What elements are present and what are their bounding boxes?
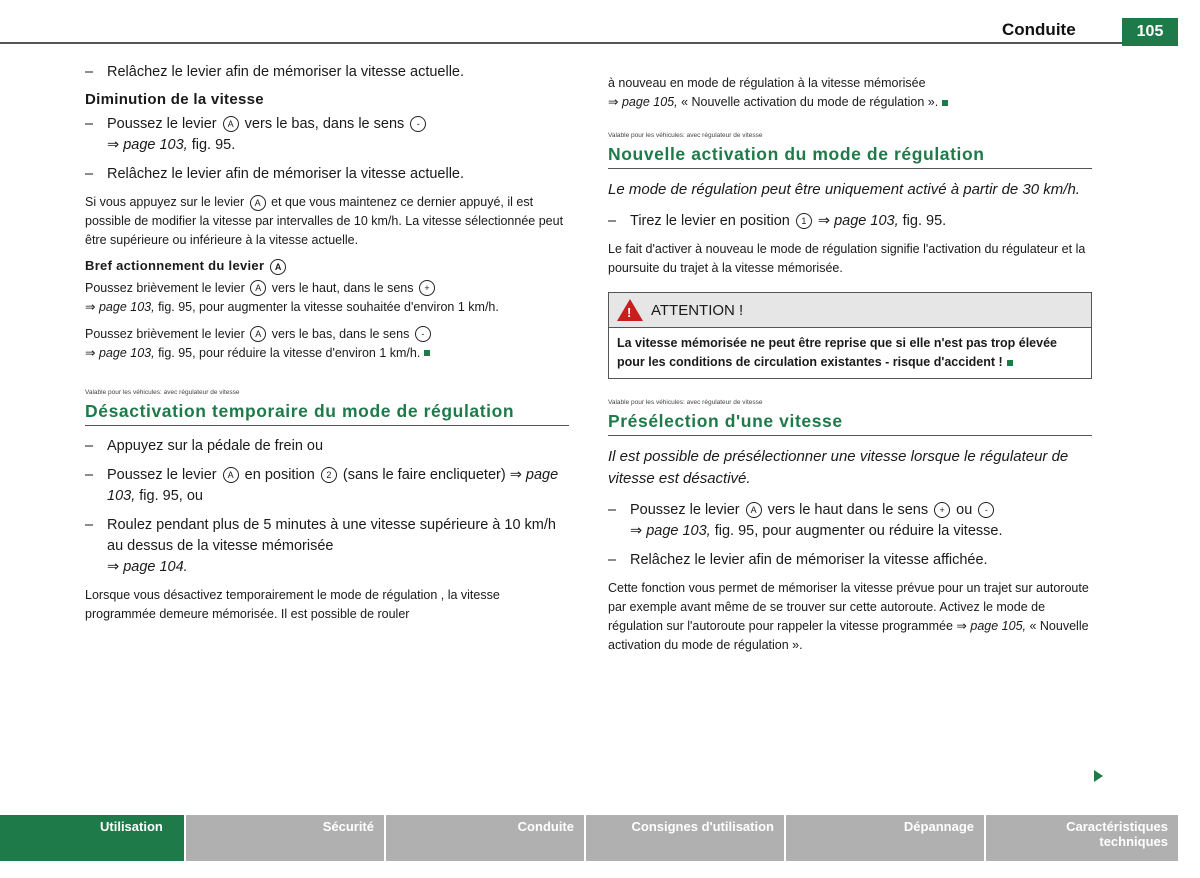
- heading-preselection: Présélection d'une vitesse: [608, 410, 1092, 436]
- heading-diminution: Diminution de la vitesse: [85, 91, 264, 108]
- lever-a-icon: A: [250, 195, 266, 211]
- page-ref: page 103,: [834, 213, 899, 229]
- lever-a-icon: A: [250, 326, 266, 342]
- list-item: – Roulez pendant plus de 5 minutes à une vitesse supérieure à 10 km/h au dessus de la vitesse mémorisée ⇒ page 104.: [85, 516, 556, 575]
- warning-triangle-icon: !: [617, 299, 643, 321]
- tab-consignes[interactable]: Consignes d'utilisation: [586, 815, 786, 861]
- heading-desactivation: Désactivation temporaire du mode de régulation: [85, 400, 569, 426]
- list-item: – Relâchez le levier afin de mémoriser la vitesse actuelle.: [85, 64, 465, 80]
- continue-arrow-icon: [1094, 770, 1103, 782]
- position-1-icon: 1: [796, 213, 812, 229]
- end-mark-icon: [424, 350, 430, 356]
- list-item: – Poussez le levier A vers le bas, dans le sens - ⇒ page 103, fig. 95.: [85, 114, 569, 156]
- list-item: – Appuyez sur la pédale de frein ou: [85, 437, 324, 454]
- header-rule: [0, 42, 1122, 44]
- paragraph: Lorsque vous désactivez temporairement le mode de régulation , la vitesse programmée demeure mémorisée. Il est possible de rouler: [85, 587, 500, 621]
- page-ref: page 104.: [123, 558, 188, 575]
- minus-icon: -: [978, 502, 994, 518]
- tab-caracteristiques[interactable]: Caractéristiques techniques: [986, 815, 1180, 861]
- end-mark-icon: [1007, 360, 1013, 366]
- right-column: [608, 74, 1092, 663]
- intro-text: Il est possible de présélectionner une vitesse lorsque le régulateur de vitesse est désactivé.: [608, 448, 1069, 487]
- list-item: – Tirez le levier en position 1 ⇒ page 103, fig. 95.: [608, 213, 947, 229]
- page-ref: page 105,: [621, 95, 678, 109]
- page-ref: page 103,: [646, 523, 711, 539]
- tab-utilisation[interactable]: Utilisation: [0, 815, 186, 861]
- lever-a-icon: A: [746, 502, 762, 518]
- page-ref: page 105,: [970, 619, 1026, 633]
- paragraph: Le fait d'activer à nouveau le mode de régulation signifie l'activation du régulateur et la poursuite du trajet à la vitesse mémorisée.: [608, 242, 1086, 275]
- page-number: 105: [1122, 18, 1178, 46]
- page-ref: page 103,: [123, 137, 188, 153]
- validity-note: Valable pour les véhicules: avec régulateur de vitesse: [608, 399, 763, 406]
- heading-nouvelle-activation: Nouvelle activation du mode de régulation: [608, 143, 1092, 169]
- left-column: [85, 62, 569, 632]
- warning-title: ATTENTION !: [651, 301, 744, 319]
- lever-a-icon: A: [270, 259, 286, 275]
- list-item: – Poussez le levier A vers le haut dans le sens + ou - ⇒ page 103, fig. 95, pour augmenter ou réduire la vitesse.: [608, 502, 1003, 539]
- paragraph: Poussez brièvement le levier A vers le haut, dans le sens + ⇒ page 103, fig. 95, pour augmenter la vitesse souhaitée d'environ 1 km/h.: [85, 280, 499, 314]
- tab-conduite[interactable]: Conduite: [386, 815, 586, 861]
- warning-header: [609, 293, 1091, 328]
- lever-a-icon: A: [250, 280, 266, 296]
- list-item: – Relâchez le levier afin de mémoriser la vitesse actuelle.: [85, 166, 465, 182]
- paragraph: Poussez brièvement le levier A vers le bas, dans le sens - ⇒ page 103, fig. 95, pour réduire la vitesse d'environ 1 km/h.: [85, 325, 569, 363]
- paragraph: à nouveau en mode de régulation à la vitesse mémorisée ⇒ page 105, « Nouvelle activation du mode de régulation ».: [608, 74, 1092, 112]
- tab-depannage[interactable]: Dépannage: [786, 815, 986, 861]
- plus-icon: +: [934, 502, 950, 518]
- page-ref: page 103,: [98, 345, 155, 360]
- paragraph: Si vous appuyez sur le levier A et que vous maintenez ce dernier appuyé, il est possible de modifier la vitesse par intervalles de 10 km/h. La vitesse sélectionnée peut être supérieure ou inférieure à la vitesse actuelle.: [85, 195, 564, 247]
- minus-icon: -: [415, 326, 431, 342]
- heading-bref: Bref actionnement du levier A: [85, 258, 569, 275]
- warning-box: [608, 292, 1092, 379]
- position-2-icon: 2: [321, 467, 337, 483]
- paragraph: Cette fonction vous permet de mémoriser la vitesse prévue pour un trajet sur autoroute par exemple avant même de se trouver sur cette autoroute. Activez le mode de régulation sur l'autoroute pour rappeler la vitesse programmée ⇒ page 105, « Nouvelle activation du mode de régulation ».: [608, 581, 1089, 652]
- list-item: – Relâchez le levier afin de mémoriser la vitesse affichée.: [608, 552, 988, 568]
- lever-a-icon: A: [223, 116, 239, 132]
- chapter-nav: [0, 815, 1180, 861]
- minus-icon: -: [410, 116, 426, 132]
- lever-a-icon: A: [223, 467, 239, 483]
- page-ref: page 103,: [98, 299, 155, 314]
- validity-note: Valable pour les véhicules: avec régulateur de vitesse: [85, 388, 240, 396]
- intro-text: Le mode de régulation peut être uniquement activé à partir de 30 km/h.: [608, 181, 1080, 198]
- tab-securite[interactable]: Sécurité: [186, 815, 386, 861]
- plus-icon: +: [419, 280, 435, 296]
- section-title: Conduite: [1002, 20, 1076, 39]
- warning-body: La vitesse mémorisée ne peut être reprise que si elle n'est pas trop élevée pour les conditions de circulation existantes - risque d'accident !: [617, 336, 1057, 369]
- list-item: – Poussez le levier A en position 2 (sans le faire encliqueter) ⇒ page 103, fig. 95, ou: [85, 466, 559, 504]
- end-mark-icon: [942, 100, 948, 106]
- validity-note: Valable pour les véhicules: avec régulateur de vitesse: [608, 132, 763, 139]
- page-ref: page 103,: [107, 466, 559, 504]
